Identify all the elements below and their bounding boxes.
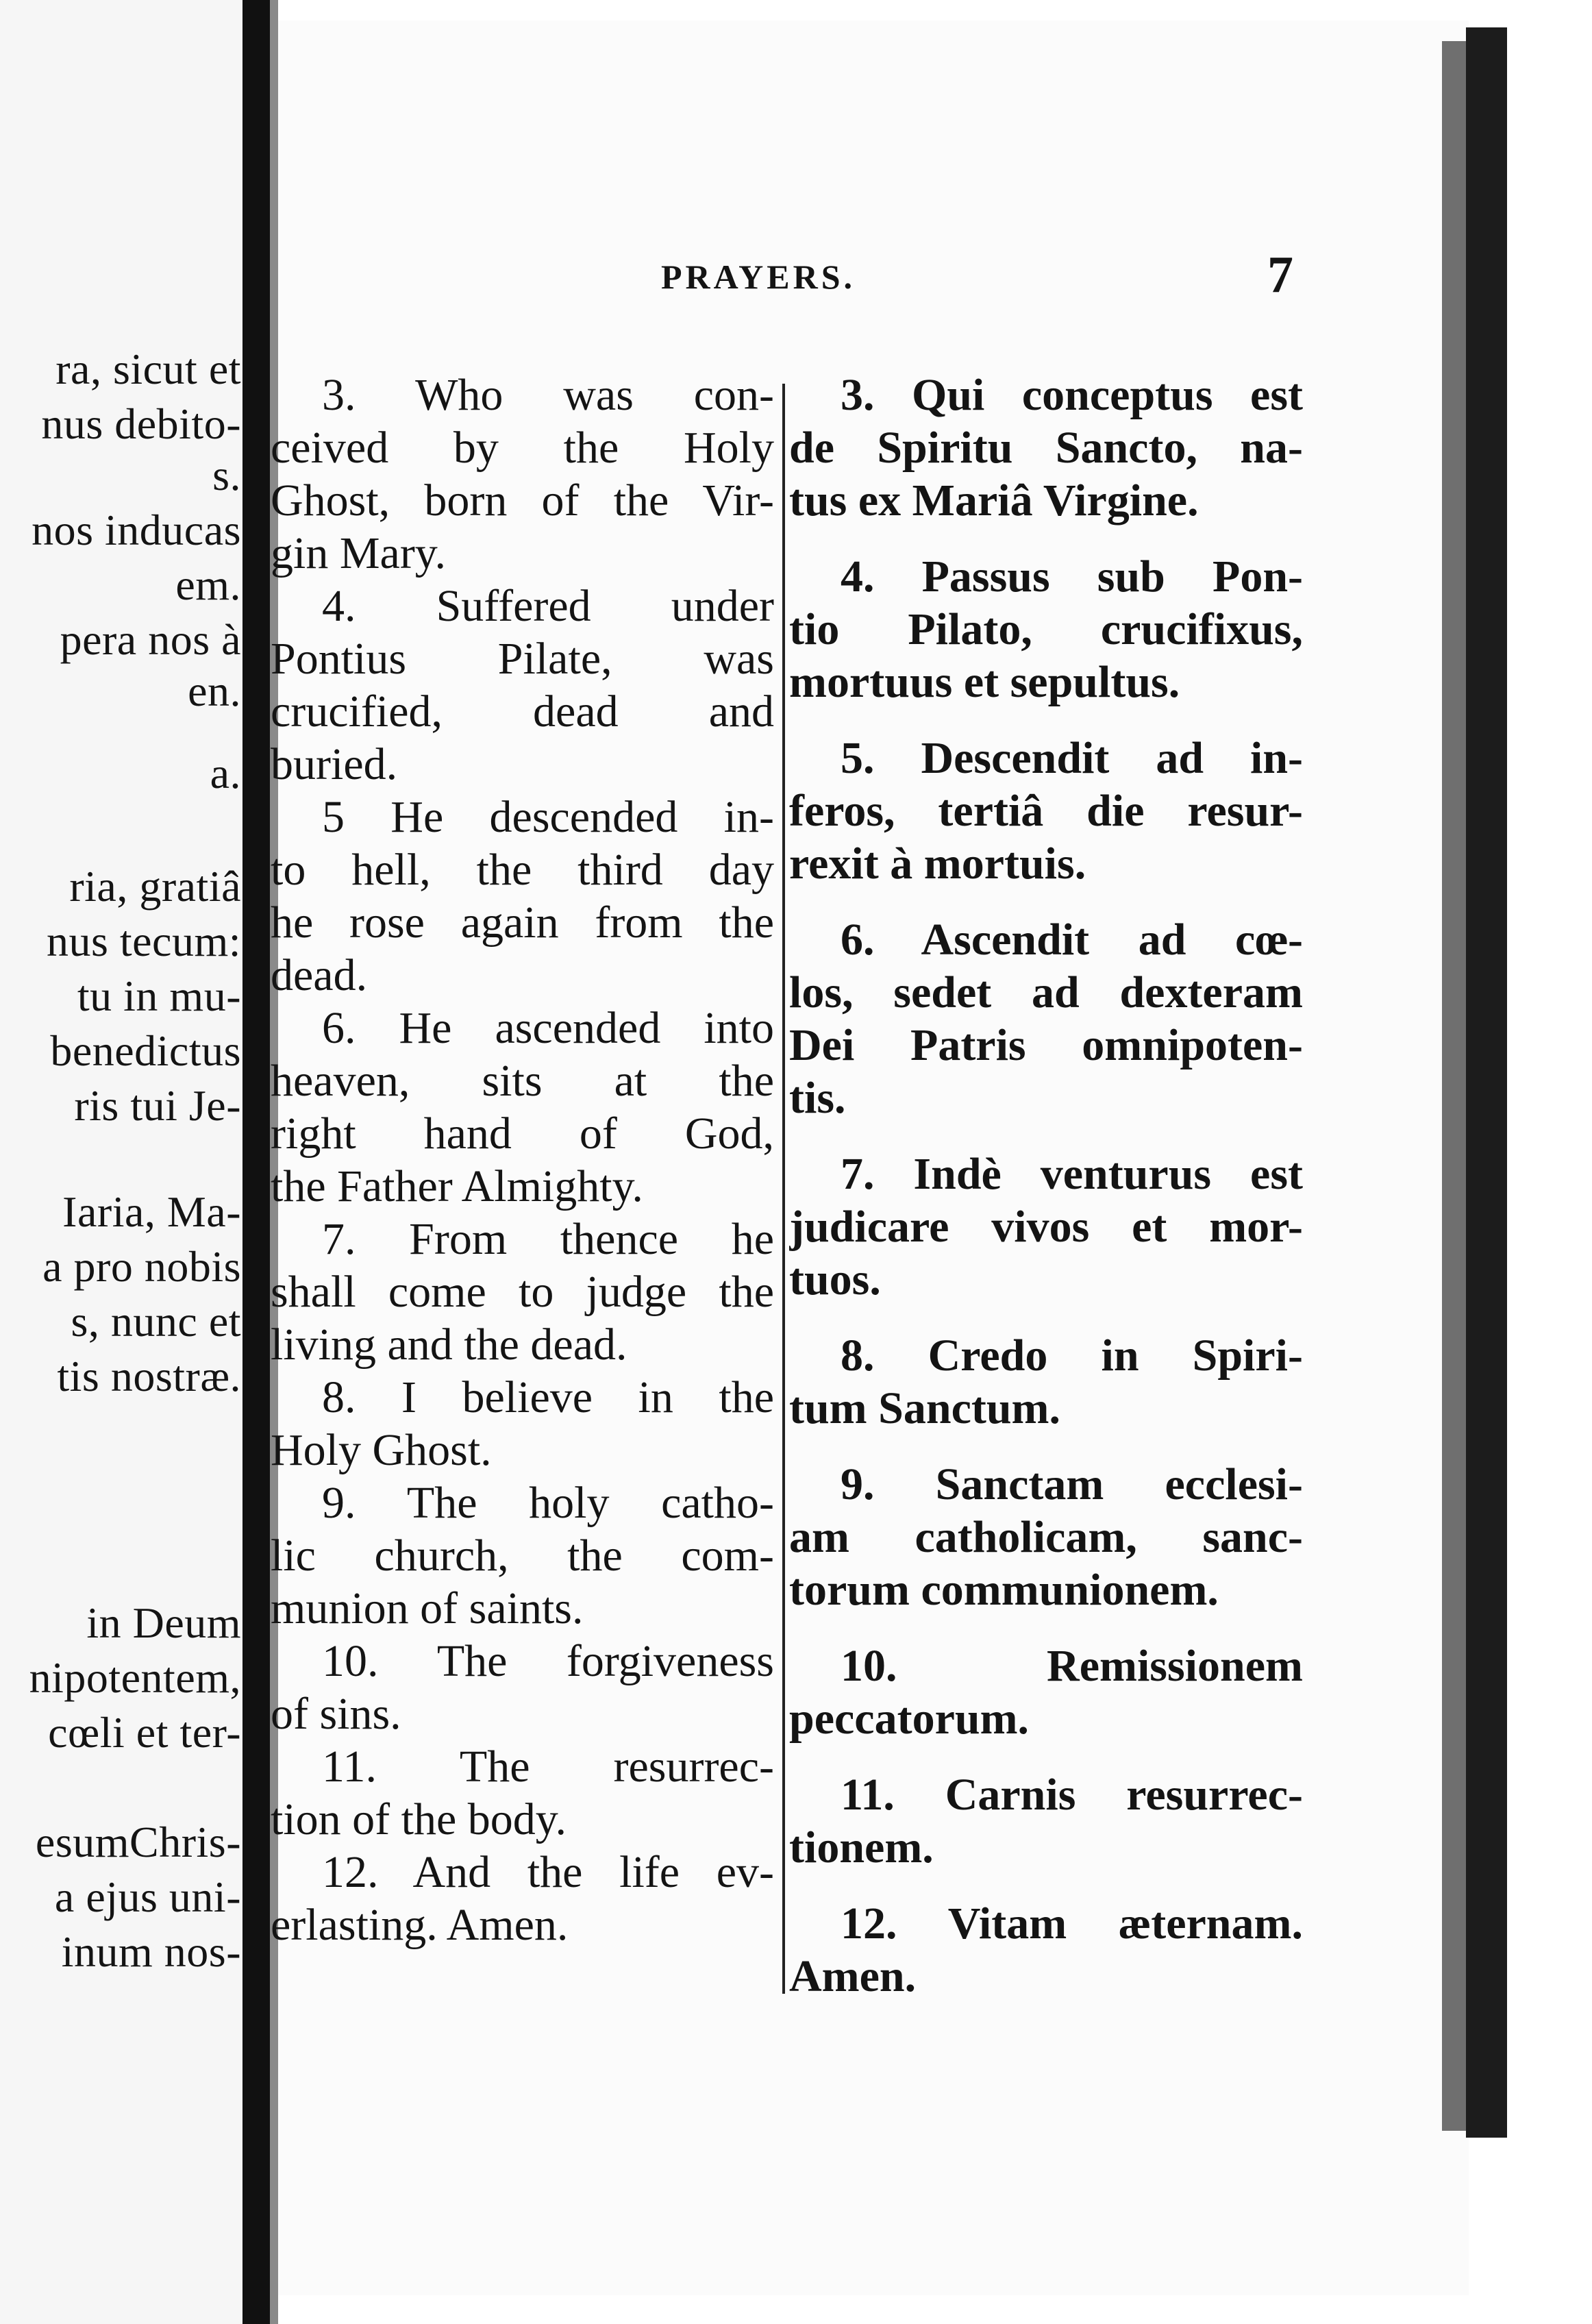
verse-line: dead. — [271, 950, 368, 1000]
article-spacing — [789, 1874, 1303, 1897]
verse-line: erlasting. Amen. — [271, 1900, 569, 1950]
verse-line: los, sedet ad dexteram — [789, 967, 1303, 1017]
creed-article — [271, 580, 774, 791]
creed-article — [271, 1002, 774, 1213]
book-cover-edge — [1466, 27, 1507, 2138]
verse-line: 12. Vitam æternam. — [841, 1899, 1303, 1949]
verse-line: 10. The forgiveness — [322, 1636, 774, 1686]
article-spacing — [789, 1306, 1303, 1329]
previous-page-line: Iaria, Ma- — [62, 1187, 241, 1236]
creed-article — [789, 1640, 1303, 1745]
verse-line: 8. Credo in Spiri- — [841, 1331, 1303, 1381]
verse-line: 9. The holy catho- — [322, 1478, 774, 1528]
previous-page-line: nipotentem, — [29, 1653, 241, 1702]
latin-creed-column — [789, 369, 1303, 2026]
verse-line: Ghost, born of the Vir- — [271, 475, 774, 526]
verse-line: de Spiritu Sancto, na- — [789, 423, 1303, 473]
verse-line: of sins. — [271, 1689, 401, 1739]
previous-page-line: em. — [175, 560, 241, 609]
creed-article — [789, 913, 1303, 1124]
creed-article — [271, 1371, 774, 1476]
previous-page-line: a. — [210, 749, 241, 798]
verse-line: tuos. — [789, 1254, 881, 1305]
verse-line: to hell, the third day — [271, 845, 774, 895]
creed-article — [789, 1458, 1303, 1616]
verse-line: 10. Remissionem — [841, 1641, 1303, 1691]
verse-line: 7. Indè venturus est — [841, 1149, 1303, 1199]
creed-article — [789, 1329, 1303, 1435]
previous-page-line: a ejus uni- — [54, 1872, 241, 1921]
verse-line: 6. He ascended into — [322, 1003, 774, 1053]
verse-line: 7. From thence he — [322, 1214, 774, 1264]
verse-line: buried. — [271, 739, 398, 789]
creed-article — [271, 1476, 774, 1635]
article-spacing — [789, 708, 1303, 732]
creed-article — [271, 1213, 774, 1371]
verse-line: 9. Sanctam ecclesi- — [841, 1459, 1303, 1509]
verse-line: 5 He descended in- — [322, 792, 774, 842]
creed-article — [271, 1740, 774, 1846]
previous-page-strip — [0, 0, 247, 2324]
verse-line: Amen. — [789, 1951, 917, 2001]
verse-line: rexit à mortuis. — [789, 839, 1086, 889]
page-number: 7 — [1267, 246, 1293, 304]
verse-line: Dei Patris omnipoten- — [789, 1020, 1303, 1070]
verse-line: peccatorum. — [789, 1694, 1030, 1744]
previous-page-line: inum nos- — [61, 1927, 241, 1976]
previous-page-line: ra, sicut et — [55, 345, 241, 393]
verse-line: tus ex Mariâ Virgine. — [789, 475, 1199, 526]
previous-page-line: tis nostræ. — [57, 1352, 241, 1400]
verse-line: gin Mary. — [271, 528, 447, 578]
creed-article — [789, 1148, 1303, 1306]
verse-line: he rose again from the — [271, 898, 774, 948]
creed-article — [789, 732, 1303, 890]
running-head: PRAYERS. — [661, 258, 856, 296]
verse-line: 8. I believe in the — [322, 1372, 774, 1422]
creed-article — [271, 1846, 774, 1951]
creed-article — [271, 791, 774, 1002]
article-spacing — [789, 1616, 1303, 1640]
previous-page-line: esumChris- — [35, 1818, 241, 1866]
creed-article — [789, 1768, 1303, 1874]
previous-page-line: pera nos à — [60, 615, 241, 664]
article-spacing — [789, 527, 1303, 550]
verse-line: torum communionem. — [789, 1565, 1219, 1615]
verse-line: 12. And the life ev- — [322, 1847, 774, 1897]
verse-line: Pontius Pilate, was — [271, 634, 774, 684]
verse-line: crucified, dead and — [271, 687, 774, 737]
article-spacing — [789, 1435, 1303, 1458]
previous-page-line: ris tui Je- — [74, 1081, 241, 1130]
verse-line: 11. Carnis resurrec- — [841, 1770, 1303, 1820]
article-spacing — [789, 890, 1303, 913]
verse-line: tion of the body. — [271, 1794, 567, 1844]
previous-page-line: cœli et ter- — [48, 1708, 241, 1757]
verse-line: 4. Passus sub Pon- — [841, 552, 1303, 602]
scan-background — [1507, 0, 1592, 2324]
book-gutter — [242, 0, 270, 2324]
verse-line: 3. Who was con- — [322, 370, 774, 420]
previous-page-line: en. — [188, 667, 241, 715]
column-divider — [782, 384, 785, 1994]
verse-line: ceived by the Holy — [271, 423, 774, 473]
previous-page-line: in Deum — [86, 1598, 241, 1647]
verse-line: 6. Ascendit ad cœ- — [841, 915, 1303, 965]
verse-line: munion of saints. — [271, 1583, 584, 1633]
verse-line: shall come to judge the — [271, 1267, 774, 1317]
previous-page-line: nos inducas — [32, 506, 241, 554]
verse-line: 4. Suffered under — [322, 581, 774, 631]
previous-page-line: benedictus — [50, 1026, 241, 1075]
creed-article — [271, 1635, 774, 1740]
verse-line: heaven, sits at the — [271, 1056, 774, 1106]
verse-line: feros, tertiâ die resur- — [789, 786, 1303, 836]
english-creed-column — [271, 369, 774, 1951]
creed-article — [789, 1897, 1303, 2003]
verse-line: lic church, the com- — [271, 1531, 774, 1581]
verse-line: judicare vivos et mor- — [789, 1202, 1303, 1252]
previous-page-line: nus tecum: — [46, 917, 241, 965]
previous-page-line: a pro nobis — [42, 1242, 241, 1291]
verse-line: right hand of God, — [271, 1109, 774, 1159]
verse-line: tum Sanctum. — [789, 1383, 1061, 1433]
verse-line: am catholicam, sanc- — [789, 1512, 1303, 1562]
verse-line: Holy Ghost. — [271, 1425, 492, 1475]
previous-page-line: tu in mu- — [77, 972, 241, 1020]
verse-line: mortuus et sepultus. — [789, 657, 1180, 707]
article-spacing — [789, 2003, 1303, 2026]
previous-page-line: nus debito- — [41, 399, 241, 448]
page-edge-shadow — [1442, 41, 1467, 2131]
article-spacing — [789, 1745, 1303, 1768]
verse-line: 11. The resurrec- — [322, 1742, 774, 1792]
verse-line: living and the dead. — [271, 1320, 627, 1370]
verse-line: 3. Qui conceptus est — [841, 370, 1303, 420]
verse-line: tionem. — [789, 1822, 934, 1872]
article-spacing — [789, 1124, 1303, 1148]
verse-line: the Father Almighty. — [271, 1161, 643, 1211]
previous-page-line: s. — [212, 451, 241, 499]
creed-article — [789, 369, 1303, 527]
previous-page-line: s, nunc et — [71, 1297, 241, 1346]
verse-line: tis. — [789, 1073, 846, 1123]
verse-line: tio Pilato, crucifixus, — [789, 604, 1303, 654]
previous-page-line: ria, gratiâ — [69, 862, 241, 911]
creed-article — [789, 550, 1303, 708]
creed-article — [271, 369, 774, 580]
verse-line: 5. Descendit ad in- — [841, 733, 1303, 783]
